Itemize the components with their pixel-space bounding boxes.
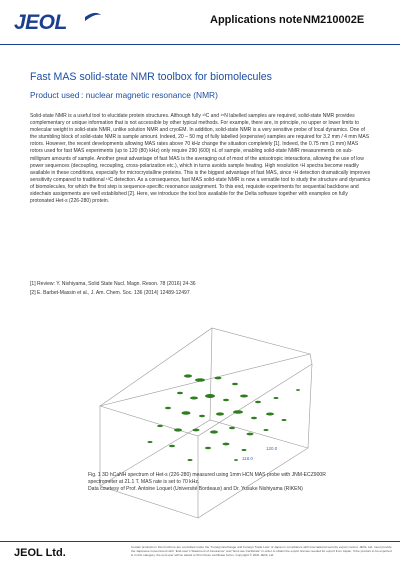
footer-copyright: Copyright © 2021 JEOL Ltd. bbox=[235, 553, 275, 558]
cube-front-edge-1 bbox=[100, 406, 198, 518]
body-text bbox=[30, 113, 372, 205]
cube-back-edge-1 bbox=[100, 328, 310, 406]
figure-caption bbox=[88, 472, 348, 493]
footer-legal-note bbox=[131, 545, 393, 558]
document-id: NM210002E bbox=[303, 14, 365, 26]
product-used bbox=[30, 90, 218, 100]
reference-2: [2] E. Barbet-Massin et al., J. Am. Chem. Soc. 136 (2014) 12489-12497 bbox=[30, 290, 190, 296]
svg-text:JEOL: JEOL bbox=[14, 11, 67, 34]
footer-company: JEOL Ltd. bbox=[14, 547, 66, 559]
reference-1: [1] Review: Y. Nishiyama, Solid State Nucl. Magn. Reson. 78 (2016) 24-36 bbox=[30, 281, 196, 287]
caption-line-3: Data courtesy of Prof. Antoine Loquet (Université Bordeaux) and Dr. Yusuke Nishiyama (RIKEN) bbox=[88, 486, 303, 492]
caption-line-2: spectrometer at 21.1 T. MAS rate is set to 70 kHz. bbox=[88, 479, 200, 485]
cube-front-edge-2 bbox=[198, 364, 312, 518]
spectrum-3d-plot bbox=[40, 318, 360, 540]
axis-label-120: 120.0 bbox=[266, 446, 278, 451]
app-note-label: Applications note bbox=[210, 14, 303, 26]
jeol-logo bbox=[14, 9, 104, 37]
header bbox=[0, 0, 400, 44]
axis-label-118: 118.0 bbox=[242, 456, 253, 461]
page-title: Fast MAS solid-state NMR toolbox for biomolecules bbox=[30, 71, 272, 83]
product-used-value: nuclear magnetic resonance (NMR) bbox=[85, 90, 218, 100]
caption-line-1: Fig. 1 3D hCaNH spectrum of Het-s (226-280) measured using 1mm HCN MAS probe with JNM-ECZ900R bbox=[88, 472, 326, 478]
spectrum-figure bbox=[40, 318, 360, 540]
product-used-prefix: Product used : bbox=[30, 90, 84, 100]
body-paragraph: Solid-state NMR is a useful tool to elucidate protein structures. Although fully ¹³C and ¹⁵N labelled samples are required, solid-state NMR provides complementary or unique information that is not accessible by other typical methods. For example, there are, in principle, no upper or lower limits to molecular weight in solid-state NMR, unlike solution NMR and cryoEM. In addition, solid-state NMR is a very sensitive probe of local dynamics. One of the stumbling block of solid-state NMR is sample amount. Indeed, 20 – 50 mg of fully labelled (expensive) samples are required for 3.2 mm / 4 mm MAS rotors. However, the recent developments allowing MAS rates above 70 kHz change the situation completely [1]. Indeed, the 0.75 mm (1 mm) MAS rotors used for fast MAS experiments (up to 120 (80) kHz) only require 290 (600) nL of sample, enabling solid-state NMR measurements on sub-milligram amounts of sample. Another great advantage of fast MAS is the averaging out of most of the anisotropic interactions, allowing the use of low power sequences (decoupling, recoupling, cross-polarization etc.), which in turns avoids sample heating. High resolution ¹H spectra become readily available in these conditions, especially for microcrystalline proteins. This is the biggest advantage of fast MAS, since ¹H detection dramatically improves sensitivity compared to traditional ¹³C detection. As a consequence, fast MAS solid-state NMR is now a versatile tool to study the structure and dynamics of biomolecules, for which the first step is sequence-specific resonance assignment. To this end, requisite experiments for sequential backbone and sidechain assignments are well established [2]. Here, we introduce the tool box available for the Delta software together with examples on fully protonated Het-s (226-280) protein. bbox=[30, 113, 371, 205]
cube-back-edge-2 bbox=[210, 328, 212, 420]
references bbox=[30, 280, 370, 298]
footer-note-text: Certain products in this brochure are controlled under the “Foreign Exchange and Foreign Trade Law” of Japan in compliance with international security export control. JEOL Ltd. must provide the Japanese Government with “End-user’s Statement of Assurance” and “End-use Certificate” in order to obtain the export license needed for export from Japan. If the product to be exported is in this category, the end user will be asked to fill in these certificate forms. bbox=[131, 545, 392, 558]
footer-divider bbox=[0, 541, 400, 542]
header-divider bbox=[0, 44, 400, 45]
